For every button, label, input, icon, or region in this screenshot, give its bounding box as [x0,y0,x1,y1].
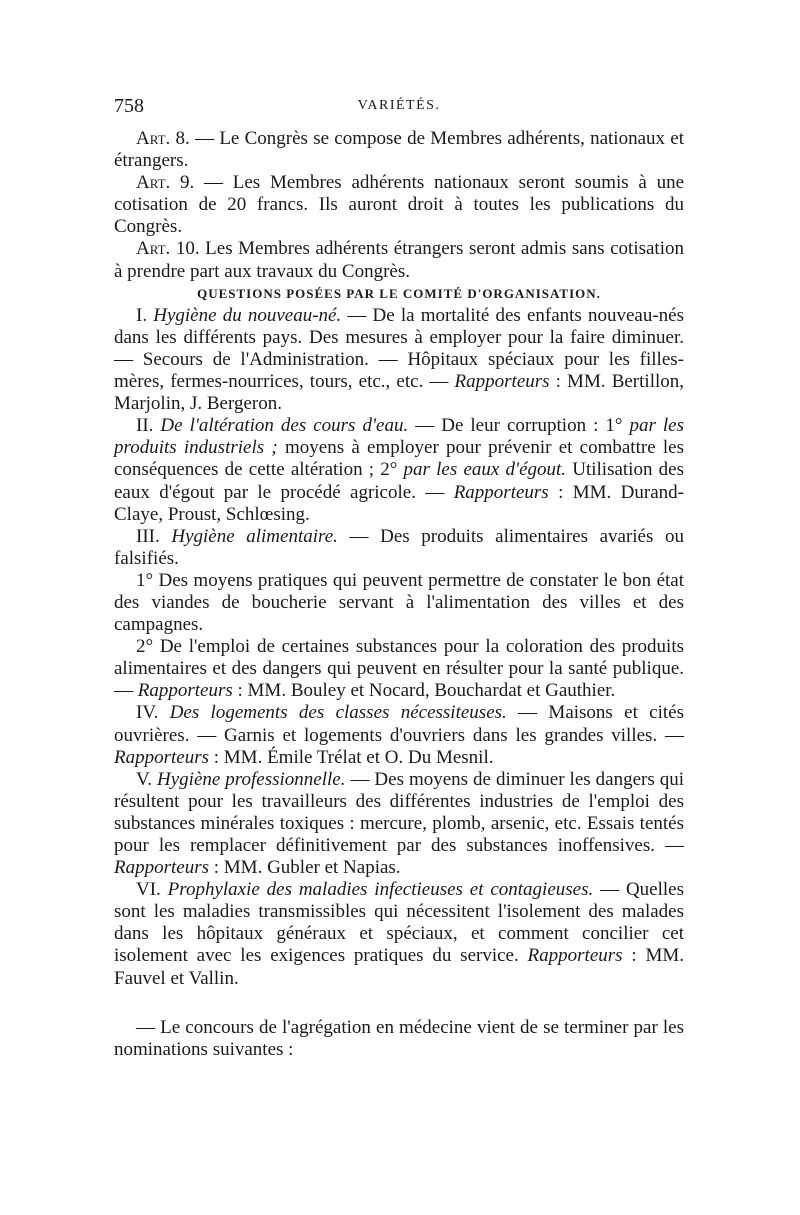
question-text: — Des produits alimentaires avariés ou falsifiés. [114,525,684,569]
running-title: VARIÉTÉS. [357,98,441,113]
question-number: III. [136,525,172,547]
page-number: 758 [114,95,144,117]
question-text: — De leur corruption : 1° [408,415,630,437]
rapporteurs-names: : MM. Gubler et Napias. [209,857,401,879]
question-text: — Quelles sont les maladies transmissibles qui nécessitent l'isolement des malades dans les hôpitaux généraux et spéciaux, et comment concilier cet isolement avec les exigences pratiques du service. [114,879,684,967]
question-text: 2° De l'emploi de certaines substances pour la coloration des produits alimentaires et des dangers qui peuvent en résulter pour la santé publique. — [114,636,684,702]
question-1 [114,305,684,415]
rapporteurs-label: Rapporteurs [454,371,550,393]
question-title: Hygiène alimentaire. [171,525,338,547]
article-10 [114,238,684,282]
page-body [114,128,684,1061]
question-6 [114,879,684,989]
question-3-point-2 [114,636,684,702]
question-title: Hygiène du nouveau-né. [153,304,342,326]
question-text: — Des moyens de diminuer les dangers qui résultent pour les travailleurs des différentes industries de l'emploi des substances minérales toxiques : mercure, plomb, arsenic, etc. Essais tentés pour les remplacer définitivement par des substances inoffensives. — [114,768,684,856]
question-italic: par les eaux d'égout. [403,459,567,481]
article-label: Art. 9. [136,172,195,194]
article-8 [114,128,684,172]
question-number: II. [136,415,161,437]
article-label: Art. 10. [136,238,200,260]
closing-paragraph: — Le concours de l'agrégation en médecine vient de se terminer par les nominations suivantes : [114,1016,684,1060]
question-italic: par les produits industriels ; [114,415,685,459]
question-number: I. [136,304,154,326]
rapporteurs-label: Rapporteurs [137,680,233,702]
question-5 [114,769,684,879]
rapporteurs-names: : MM. Émile Trélat et O. Du Mesnil. [209,746,494,768]
rapporteurs-names: : MM. Bertillon, Marjolin, J. Bergeron. [114,371,684,415]
question-title: Prophylaxie des maladies infectieuses et contagieuses. [167,879,594,901]
question-3 [114,526,684,570]
question-3-point-1: 1° Des moyens pratiques qui peuvent permettre de constater le bon état des viandes de boucherie servant à l'alimentation des villes et des campagnes. [114,569,684,636]
question-title: De l'altération des cours d'eau. [160,415,409,437]
question-text: Utilisation des eaux d'égout par le procédé agricole. — [114,459,684,503]
question-text: — Maisons et cités ouvrières. — Garnis et logements d'ouvriers dans les grandes villes. — [114,702,684,746]
rapporteurs-names: : MM. Durand-Claye, Proust, Schlœsing. [114,481,684,525]
rapporteurs-label: Rapporteurs [527,945,623,967]
question-4 [114,702,684,768]
question-text: moyens à employer pour prévenir et combattre les conséquences de cette altération ; 2° [114,437,684,481]
article-text: Les Membres adhérents étrangers seront admis sans cotisation à prendre part aux travaux du Congrès. [114,238,684,282]
question-title: Des logements des classes nécessiteuses. [169,702,507,724]
question-number: V. [136,768,158,790]
question-title: Hygiène professionnelle. [157,768,346,790]
article-label: Art. 8. [136,128,190,149]
question-text: — De la mortalité des enfants nouveau-nés dans les différents pays. Des mesures à employer pour la faire diminuer. — Secours de l'Administration. — Hôpitaux spéciaux pour les filles-mères, fermes-nourrices, tours, etc., etc. — [114,304,684,393]
rapporteurs-label: Rapporteurs [114,857,209,879]
rapporteurs-label: Rapporteurs [453,481,549,503]
section-title: QUESTIONS POSÉES PAR LE COMITÉ D'ORGANISATION. [197,285,601,301]
article-text: — Les Membres adhérents nationaux seront soumis à une cotisation de 20 francs. Ils auront droit à toutes les publications du Congrès. [114,172,684,238]
article-text: — Le Congrès se compose de Membres adhérents, nationaux et étrangers. [114,128,684,172]
page-header [114,95,684,121]
question-number: VI. [136,879,168,901]
rapporteurs-label: Rapporteurs [114,746,209,768]
question-number: IV. [136,702,170,724]
article-9 [114,172,684,238]
question-2 [114,415,684,525]
rapporteurs-names: : MM. Bouley et Nocard, Bouchardat et Gauthier. [232,680,616,702]
rapporteurs-names: : MM. Fauvel et Vallin. [114,945,684,989]
